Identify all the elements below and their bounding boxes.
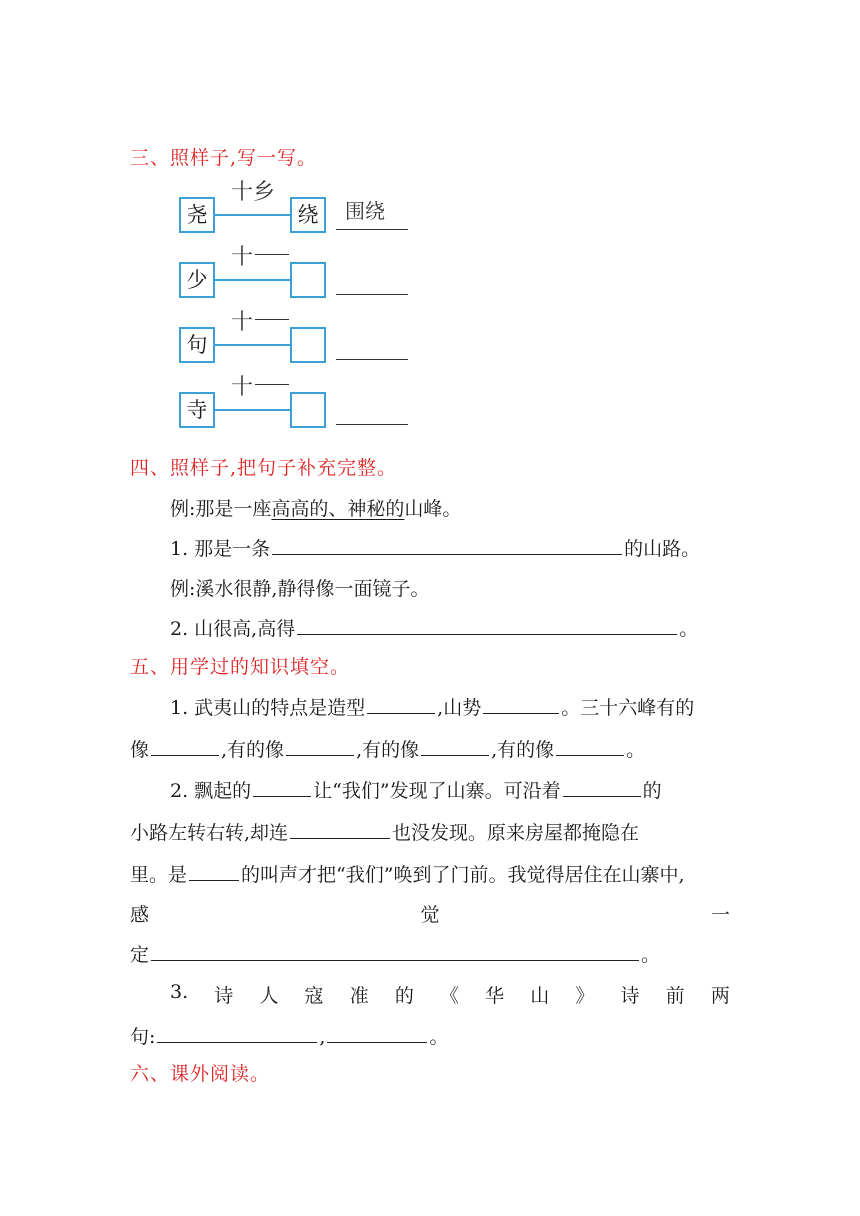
question-text: 2. 山很高,高得	[170, 618, 296, 640]
answer-blank[interactable]	[297, 616, 677, 635]
result-box[interactable]	[290, 262, 326, 298]
plus-component: 十	[231, 245, 254, 270]
fill-question-2-line-3	[130, 860, 684, 887]
question-text: 《	[439, 985, 459, 1007]
question-text: 人	[259, 985, 279, 1007]
answer-blank[interactable]	[367, 695, 435, 714]
question-text: 准	[349, 985, 369, 1007]
question-text: 让“我们”发现了山寨。可沿着	[313, 780, 561, 802]
question-text: 。	[626, 739, 646, 761]
fill-question-2-line-2	[130, 818, 639, 845]
example-2	[170, 574, 429, 601]
question-text: 定	[130, 944, 150, 966]
question-text: 山	[530, 985, 550, 1007]
answer-word: 围绕	[345, 199, 385, 223]
question-text: 像	[130, 739, 150, 761]
fill-question-2	[170, 776, 662, 803]
question-text: 前	[665, 985, 685, 1007]
plus-component: 十	[231, 310, 254, 335]
question-text: 的	[642, 780, 662, 802]
question-text: ,	[319, 1026, 326, 1048]
fill-question-3-line-2	[130, 1022, 448, 1049]
connector-line	[215, 214, 290, 216]
answer-blank[interactable]	[272, 536, 622, 555]
question-text: 诗	[620, 985, 640, 1007]
section-6-heading: 六、课外阅读。	[130, 1063, 271, 1085]
character-box: 寺	[179, 392, 215, 428]
question-text: 2. 飘起的	[170, 780, 252, 802]
character-box: 少	[179, 262, 215, 298]
question-text: ,有的像	[356, 739, 420, 761]
question-text: 的	[394, 985, 414, 1007]
example-text: 例:那是一座	[170, 498, 272, 520]
question-1	[170, 534, 700, 561]
question-text: 一	[710, 904, 730, 926]
question-text: 觉	[420, 904, 440, 926]
answer-blank[interactable]	[421, 737, 489, 756]
question-text: 。三十六峰有的	[561, 697, 695, 719]
connector-line	[215, 279, 290, 281]
question-text: 3.	[170, 981, 189, 1003]
example-text: 山峰。	[404, 498, 462, 520]
example-underlined: 高高的、神秘的	[271, 498, 405, 520]
section-3-heading: 三、照样子,写一写。	[130, 147, 318, 169]
fill-question-1	[170, 693, 694, 720]
question-text: 华	[485, 985, 505, 1007]
question-text: 小路左转右转,却连	[130, 822, 289, 844]
plus-component: 十	[231, 375, 254, 400]
question-text: 的山路。	[624, 538, 701, 560]
answer-blank[interactable]	[286, 737, 354, 756]
exercise-row-3	[179, 310, 419, 367]
answer-blank[interactable]	[290, 820, 390, 839]
fill-question-2-line-5	[130, 940, 660, 967]
question-text: 》	[575, 985, 595, 1007]
question-text: 里。是	[130, 864, 188, 886]
fill-question-1-line-2	[130, 735, 645, 762]
section-5-heading: 五、用学过的知识填空。	[130, 656, 351, 678]
question-text: 也没发现。原来房屋都掩隐在	[392, 822, 640, 844]
question-2	[170, 614, 698, 641]
question-text: 。	[641, 944, 661, 966]
answer-blank[interactable]	[563, 778, 641, 797]
answer-blank[interactable]	[189, 862, 239, 881]
character-box: 句	[179, 327, 215, 363]
answer-blank[interactable]	[151, 737, 219, 756]
answer-blank[interactable]	[483, 695, 559, 714]
answer-line[interactable]	[336, 294, 408, 295]
answer-line	[336, 229, 408, 230]
answer-blank[interactable]	[253, 778, 311, 797]
component-blank[interactable]	[255, 254, 289, 255]
connector-line	[215, 409, 290, 411]
component-blank[interactable]	[255, 384, 289, 385]
fill-question-3	[170, 981, 730, 1008]
answer-line[interactable]	[336, 359, 408, 360]
question-text: 句:	[130, 1026, 156, 1048]
connector-line	[215, 344, 290, 346]
result-box: 绕	[290, 197, 326, 233]
question-text: ,有的像	[491, 739, 555, 761]
answer-blank[interactable]	[151, 942, 639, 961]
answer-blank[interactable]	[157, 1024, 317, 1043]
question-text: 诗	[214, 985, 234, 1007]
example-1	[170, 494, 461, 521]
answer-blank[interactable]	[556, 737, 624, 756]
exercise-row-1	[179, 180, 419, 237]
question-text: 1. 武夷山的特点是造型	[170, 697, 366, 719]
example-text: 例:溪水很静,静得像一面镜子。	[170, 578, 430, 600]
question-text: 。	[429, 1026, 449, 1048]
question-text: 1. 那是一条	[170, 538, 271, 560]
answer-line[interactable]	[336, 424, 408, 425]
component-blank[interactable]	[255, 319, 289, 320]
character-box: 尧	[179, 197, 215, 233]
question-text: 两	[710, 985, 730, 1007]
answer-blank[interactable]	[327, 1024, 427, 1043]
exercise-row-4	[179, 375, 419, 432]
question-text: 的叫声才把“我们”唤到了门前。我觉得居住在山寨中,	[241, 864, 685, 886]
result-box[interactable]	[290, 327, 326, 363]
question-text: 感	[130, 904, 150, 926]
question-text: 寇	[304, 985, 324, 1007]
fill-question-2-line-4	[130, 900, 730, 927]
exercise-row-2	[179, 245, 419, 302]
question-text: ,山势	[437, 697, 482, 719]
result-box[interactable]	[290, 392, 326, 428]
question-text: 。	[679, 618, 699, 640]
plus-component: 十乡	[231, 180, 276, 205]
question-text: ,有的像	[221, 739, 285, 761]
section-4-heading: 四、照样子,把句子补充完整。	[130, 457, 398, 479]
